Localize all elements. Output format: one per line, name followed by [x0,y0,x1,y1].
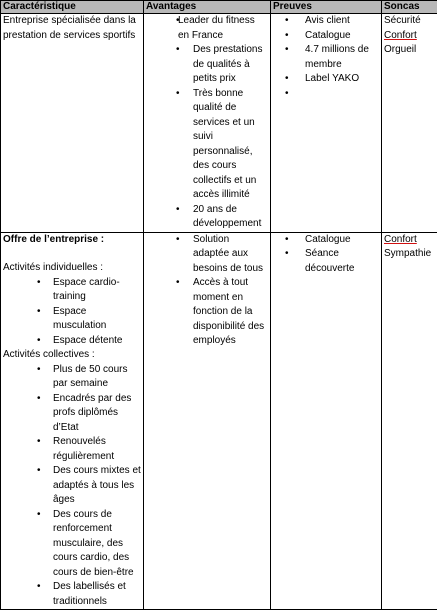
collectives-list [3,363,141,610]
cell-avantages [144,232,271,610]
offre-title: Offre de l’entreprise : [3,233,141,248]
soncas-value: Orgueil [384,43,435,58]
list-item: • 20 ans de développement [146,203,268,232]
cell-caracteristique [1,232,144,610]
header-preuves: Preuves [271,1,382,14]
table-row [1,14,437,233]
list-item: • 4.7 millions de membre [273,43,379,72]
soncas-value: Confort [384,233,435,248]
cell-caracteristique [1,14,144,233]
header-soncas: Soncas [382,1,437,14]
list-item: • Leader du fitness en France [146,14,268,43]
preuves-list [273,233,379,277]
list-item: • Des cours mixtes et adaptés à tous les âges [3,464,141,508]
list-item: • Plus de 50 cours par semaine [3,363,141,392]
header-row [1,1,437,14]
list-item: • Espace cardio-training [3,276,141,305]
avantages-list [146,14,268,43]
header-caracteristique: Caractéristique [1,1,144,14]
list-item: • Des cours de renforcement musculaire, des cours cardio, des cours de bien-être [3,508,141,581]
cell-avantages [144,14,271,233]
list-item: • Catalogue [273,29,379,44]
list-item: • Séance découverte [273,247,379,276]
list-item: • Renouvelés régulièrement [3,435,141,464]
list-item: • Solution adaptée aux besoins de tous [146,233,268,277]
table-row [1,232,437,610]
avantages-sublist [146,43,268,232]
individuelles-label: Activités individuelles : [3,261,141,276]
list-item: • Encadrés par des profs diplômés d’Etat [3,392,141,436]
header-avantages: Avantages [144,1,271,14]
preuves-list [273,14,379,101]
list-item: • Des labellisés et traditionnels [3,580,141,609]
soncas-value: Sympathie [384,247,435,262]
caracteristique-text: Entreprise spécialisée dans la prestation de services sportifs [3,14,141,43]
list-item: • Très bonne qualité de services et un suivi personnalisé, des cours collectifs et un accès illimité [146,87,268,203]
list-item: • Accès à tout moment en fonction de la disponibilité des employés [146,276,268,349]
list-item: • Avis client [273,14,379,29]
cell-preuves [271,232,382,610]
list-item: • Espace détente [3,334,141,349]
list-item: • Catalogue [273,233,379,248]
cell-soncas [382,14,437,233]
list-item [273,87,379,102]
cell-preuves [271,14,382,233]
list-item: • Espace musculation [3,305,141,334]
soncas-value: Confort [384,29,435,44]
list-item: • Des prestations de qualités à petits prix [146,43,268,87]
avantages-list [146,233,268,349]
list-item: • Label YAKO [273,72,379,87]
individuelles-list [3,276,141,349]
cell-soncas [382,232,437,610]
soncas-value: Sécurité [384,14,435,29]
collectives-label: Activités collectives : [3,348,141,363]
